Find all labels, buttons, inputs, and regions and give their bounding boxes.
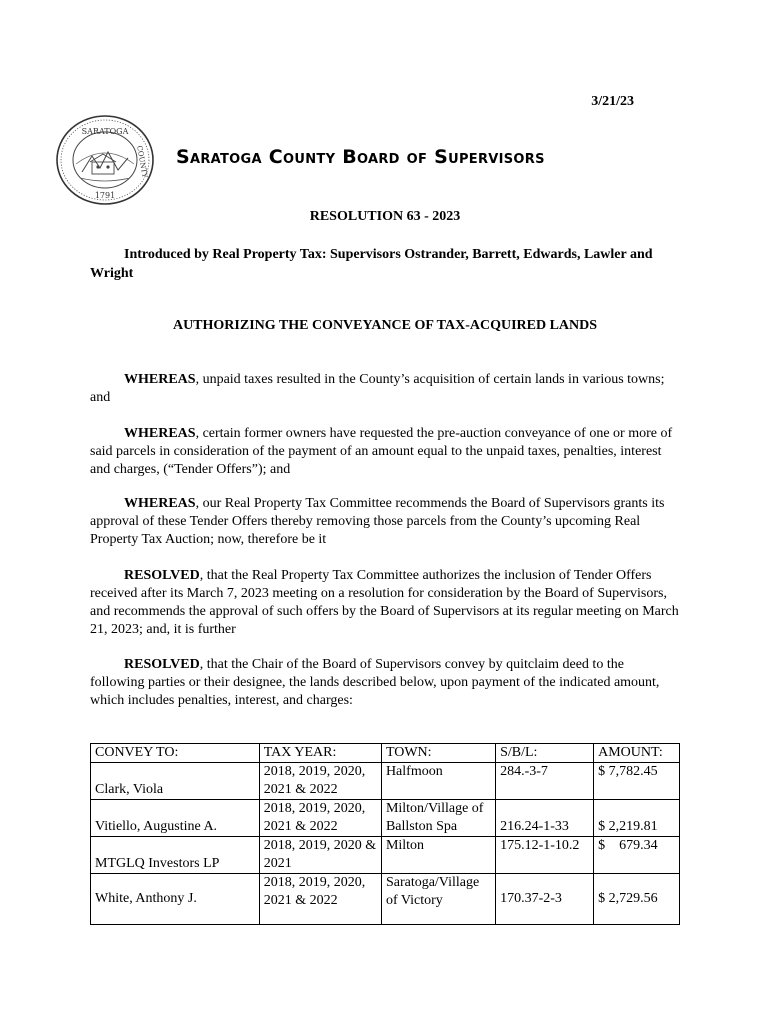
- resolved-paragraph-2: [90, 656, 680, 710]
- whereas-paragraph-3: [90, 495, 680, 549]
- table-row: [91, 800, 680, 837]
- cell-sbl: 216.24-1-33: [496, 800, 594, 837]
- table-row: [91, 874, 680, 925]
- cell-tax-year: 2018, 2019, 2020, 2021 & 2022: [259, 763, 381, 800]
- cell-tax-year: 2018, 2019, 2020 & 2021: [259, 837, 381, 874]
- table-row: [91, 837, 680, 874]
- whereas-paragraph-2: [90, 425, 680, 479]
- cell-sbl: 284.-3-7: [496, 763, 594, 800]
- cell-town: Milton: [381, 837, 495, 874]
- header-amount: AMOUNT:: [594, 744, 680, 763]
- cell-sbl: 175.12-1-10.2: [496, 837, 594, 874]
- cell-amount: $ 2,219.81: [594, 800, 680, 837]
- cell-town: Saratoga/Village of Victory: [381, 874, 495, 925]
- header-town: TOWN:: [381, 744, 495, 763]
- cell-town: Halfmoon: [381, 763, 495, 800]
- introduced-by: Introduced by Real Property Tax: Supervisors Ostrander, Barrett, Edwards, Lawler and Wright: [90, 247, 653, 281]
- cell-party: Vitiello, Augustine A.: [91, 800, 260, 837]
- paragraph-lead: WHEREAS: [124, 496, 196, 511]
- paragraph-text: , that the Real Property Tax Committee authorizes the inclusion of Tender Offers received after its March 7, 2023 meeting on a resolution for consideration by the Board of Supervisors, and recommends the approval of such offers by the Board of Supervisors at its regular meeting on March 21, 2023; and, it is further: [90, 568, 679, 637]
- cell-party: Clark, Viola: [91, 763, 260, 800]
- paragraph-lead: RESOLVED: [124, 657, 200, 672]
- paragraph-text: , our Real Property Tax Committee recommends the Board of Supervisors grants its approval of these Tender Offers thereby removing those parcels from the County’s upcoming Real Property Tax Auction; now, therefore be it: [90, 496, 665, 547]
- header-tax-year: TAX YEAR:: [259, 744, 381, 763]
- paragraph-lead: WHEREAS: [124, 372, 196, 387]
- header-convey-to: CONVEY TO:: [91, 744, 260, 763]
- table-row: [91, 763, 680, 800]
- table-header-row: [91, 744, 680, 763]
- paragraph-lead: RESOLVED: [124, 568, 200, 583]
- document-date: 3/21/23: [591, 94, 634, 109]
- county-seal-icon: [52, 112, 158, 208]
- cell-party: White, Anthony J.: [91, 874, 260, 925]
- board-title: Saratoga County Board of Supervisors: [176, 146, 545, 168]
- cell-amount: $ 679.34: [594, 837, 680, 874]
- cell-sbl: 170.37-2-3: [496, 874, 594, 925]
- resolution-heading: AUTHORIZING THE CONVEYANCE OF TAX-ACQUIRED LANDS: [172, 318, 598, 333]
- paragraph-lead: WHEREAS: [124, 426, 196, 441]
- cell-amount: $ 2,729.56: [594, 874, 680, 925]
- paragraph-text: , unpaid taxes resulted in the County’s acquisition of certain lands in various towns; and: [90, 372, 665, 405]
- header-sbl: S/B/L:: [496, 744, 594, 763]
- cell-tax-year: 2018, 2019, 2020, 2021 & 2022: [259, 800, 381, 837]
- resolved-paragraph-1: [90, 567, 680, 639]
- cell-party: MTGLQ Investors LP: [91, 837, 260, 874]
- paragraph-text: , that the Chair of the Board of Supervisors convey by quitclaim deed to the following parties or their designee, the lands described below, upon payment of the indicated amount, which includes penalties, interest, and charges:: [90, 657, 660, 708]
- cell-town: Milton/Village of Ballston Spa: [381, 800, 495, 837]
- svg-text:1791: 1791: [94, 191, 116, 200]
- whereas-paragraph-1: [90, 371, 680, 407]
- paragraph-text: , certain former owners have requested the pre-auction conveyance of one or more of said parcels in consideration of the payment of an amount equal to the unpaid taxes, penalties, interest and charges, (“Tender Offers”); and: [90, 426, 673, 477]
- cell-tax-year: 2018, 2019, 2020, 2021 & 2022: [259, 874, 381, 925]
- conveyance-table: [90, 743, 680, 925]
- svg-text:SARATOGA: SARATOGA: [81, 127, 129, 136]
- svg-text:COUNTY: COUNTY: [135, 144, 149, 179]
- resolution-number: RESOLUTION 63 - 2023: [309, 209, 461, 224]
- cell-amount: $ 7,782.45: [594, 763, 680, 800]
